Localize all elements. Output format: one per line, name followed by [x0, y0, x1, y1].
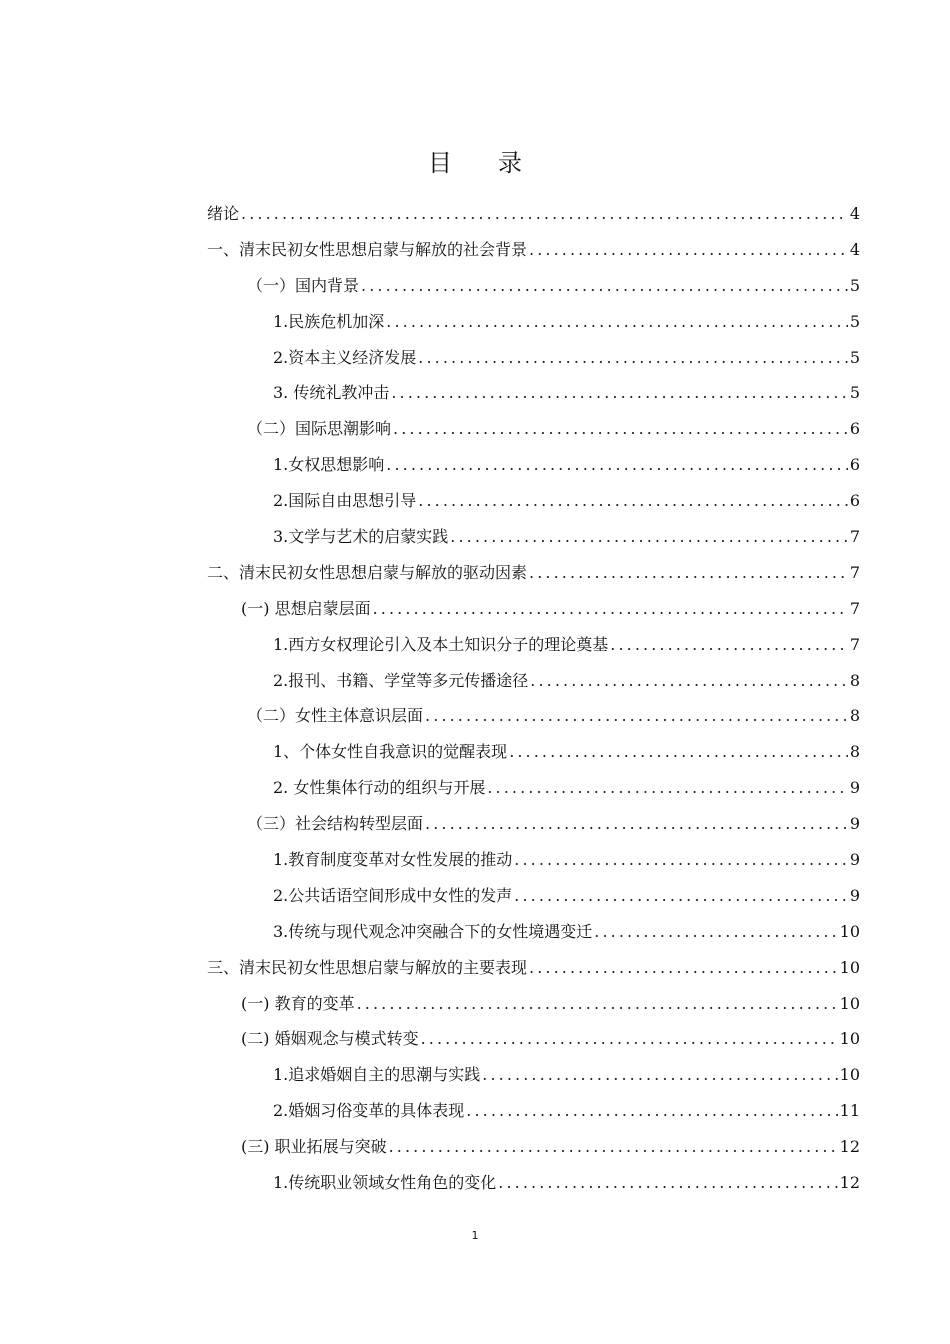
- dot-leader: [361, 268, 848, 304]
- toc-entry-page: 7: [849, 562, 860, 582]
- toc-entry[interactable]: [207, 340, 860, 376]
- toc-entry-label: 一、清末民初女性思想启蒙与解放的社会背景: [207, 239, 528, 259]
- toc-entry[interactable]: [207, 1129, 860, 1165]
- toc-entry[interactable]: [207, 842, 860, 878]
- toc-entry-page: 7: [849, 634, 860, 654]
- dot-leader: [425, 806, 848, 842]
- toc-entry-page: 9: [849, 814, 860, 834]
- dot-leader: [530, 663, 848, 699]
- toc-entry[interactable]: [207, 268, 860, 304]
- toc-entry-label: 1、个体女性自我意识的觉醒表现: [273, 742, 508, 762]
- toc-entry-label: 3.传统与现代观念冲突融合下的女性境遇变迁: [273, 921, 593, 941]
- dot-leader: [389, 1129, 838, 1165]
- dot-leader: [466, 1093, 837, 1129]
- toc-entry-label: （一）国内背景: [247, 275, 360, 295]
- toc-entry-label: 2.资本主义经济发展: [273, 347, 417, 367]
- toc-entry-label: 绪论: [207, 204, 240, 223]
- dot-leader: [418, 340, 848, 376]
- toc-entry-label: 三、清末民初女性思想启蒙与解放的主要表现: [207, 957, 528, 977]
- toc-entry-page: 5: [849, 311, 860, 331]
- toc-entry[interactable]: [207, 555, 860, 591]
- toc-entry-label: 1.追求婚姻自主的思潮与实践: [273, 1065, 481, 1085]
- toc-entry-page: 5: [849, 347, 860, 367]
- toc-entry-label: （二）国际思潮影响: [247, 419, 392, 439]
- toc-entry[interactable]: [207, 1093, 860, 1129]
- toc-entry-page: 10: [839, 1029, 860, 1049]
- toc-entry-label: 1.传统职业领域女性角色的变化: [273, 1173, 497, 1193]
- toc-entry-page: 10: [839, 957, 860, 977]
- toc-entry-label: 3.文学与艺术的启蒙实践: [273, 527, 449, 547]
- dot-leader: [509, 734, 848, 770]
- toc-entry-label: (二) 婚姻观念与模式转变: [241, 1029, 419, 1049]
- dot-leader: [421, 1021, 838, 1057]
- toc-entry[interactable]: [207, 1021, 860, 1057]
- dot-leader: [529, 950, 838, 986]
- toc-entry[interactable]: [207, 986, 860, 1022]
- dot-leader: [514, 878, 848, 914]
- dot-leader: [386, 447, 848, 483]
- toc-entry[interactable]: [207, 663, 860, 699]
- toc-entry[interactable]: [207, 627, 860, 663]
- toc-entry-label: 1.女权思想影响: [273, 455, 385, 475]
- dot-leader: [393, 411, 848, 447]
- dot-leader: [425, 698, 848, 734]
- toc-entry-label: 2.国际自由思想引导: [273, 491, 417, 511]
- toc-entry-page: 8: [849, 670, 860, 690]
- toc-entry-page: 6: [849, 419, 860, 439]
- dot-leader: [391, 375, 847, 411]
- toc-entry[interactable]: [207, 375, 860, 411]
- dot-leader: [529, 555, 848, 591]
- toc-entry-page: 8: [849, 742, 860, 762]
- toc-entry[interactable]: [207, 519, 860, 555]
- toc-entry-label: (一) 思想启蒙层面: [241, 598, 371, 618]
- toc-entry[interactable]: [207, 591, 860, 627]
- dot-leader: [357, 986, 838, 1022]
- toc-entry[interactable]: [207, 734, 860, 770]
- toc-entry-label: 2.公共话语空间形成中女性的发声: [273, 885, 513, 905]
- toc-entry-page: 10: [839, 921, 860, 941]
- dot-leader: [386, 304, 848, 340]
- dot-leader: [450, 519, 848, 555]
- toc-entry-page: 4: [849, 204, 860, 223]
- toc-entry-label: 1.西方女权理论引入及本土知识分子的理论奠基: [273, 634, 609, 654]
- toc-entry-label: 1.教育制度变革对女性发展的推动: [273, 850, 513, 870]
- toc-entry-page: 12: [839, 1137, 860, 1157]
- toc-entry-page: 9: [849, 778, 860, 798]
- toc-entry[interactable]: [207, 914, 860, 950]
- toc-entry-page: 7: [849, 598, 860, 618]
- toc-entry-page: 11: [839, 1101, 860, 1121]
- toc-entry-label: 2. 女性集体行动的组织与开展: [273, 778, 486, 798]
- toc-entry-page: 5: [849, 383, 860, 403]
- dot-leader: [487, 770, 847, 806]
- toc-entry-page: 6: [849, 491, 860, 511]
- toc-entry[interactable]: [207, 950, 860, 986]
- toc-entry[interactable]: [207, 770, 860, 806]
- toc-entry-page: 10: [839, 993, 860, 1013]
- toc-entry-page: 8: [849, 706, 860, 726]
- page-number: 1: [471, 1229, 479, 1242]
- toc-entry-label: （二）女性主体意识层面: [247, 706, 424, 726]
- toc-entry-label: （三）社会结构转型层面: [247, 814, 424, 834]
- toc-entry-page: 10: [839, 1065, 860, 1085]
- dot-leader: [241, 196, 848, 232]
- table-of-contents: [207, 196, 860, 1201]
- toc-entry-page: 4: [849, 239, 860, 259]
- toc-entry-page: 9: [849, 850, 860, 870]
- toc-entry[interactable]: [207, 196, 860, 232]
- toc-entry-label: (一) 教育的变革: [241, 993, 355, 1013]
- toc-entry[interactable]: [207, 806, 860, 842]
- toc-entry[interactable]: [207, 1057, 860, 1093]
- toc-entry-page: 6: [849, 455, 860, 475]
- dot-leader: [529, 232, 848, 268]
- toc-entry[interactable]: [207, 411, 860, 447]
- page-title: 目录: [428, 149, 568, 177]
- dot-leader: [418, 483, 848, 519]
- toc-entry-label: 2.报刊、书籍、学堂等多元传播途径: [273, 670, 529, 690]
- toc-entry[interactable]: [207, 483, 860, 519]
- dot-leader: [498, 1165, 837, 1201]
- dot-leader: [594, 914, 837, 950]
- toc-entry-label: 二、清末民初女性思想启蒙与解放的驱动因素: [207, 562, 528, 582]
- toc-entry-label: (三) 职业拓展与突破: [241, 1137, 387, 1157]
- toc-entry-page: 5: [849, 275, 860, 295]
- toc-entry[interactable]: [207, 698, 860, 734]
- toc-entry[interactable]: [207, 447, 860, 483]
- toc-entry[interactable]: [207, 878, 860, 914]
- dot-leader: [514, 842, 848, 878]
- toc-entry-page: 9: [849, 885, 860, 905]
- toc-entry-label: 2.婚姻习俗变革的具体表现: [273, 1101, 465, 1121]
- toc-entry[interactable]: [207, 232, 860, 268]
- toc-entry[interactable]: [207, 304, 860, 340]
- toc-entry[interactable]: [207, 1165, 860, 1201]
- toc-entry-label: 3. 传统礼教冲击: [273, 383, 390, 403]
- dot-leader: [482, 1057, 837, 1093]
- toc-entry-label: 1.民族危机加深: [273, 311, 385, 331]
- toc-entry-page: 12: [839, 1173, 860, 1193]
- dot-leader: [610, 627, 848, 663]
- dot-leader: [373, 591, 848, 627]
- toc-entry-page: 7: [849, 527, 860, 547]
